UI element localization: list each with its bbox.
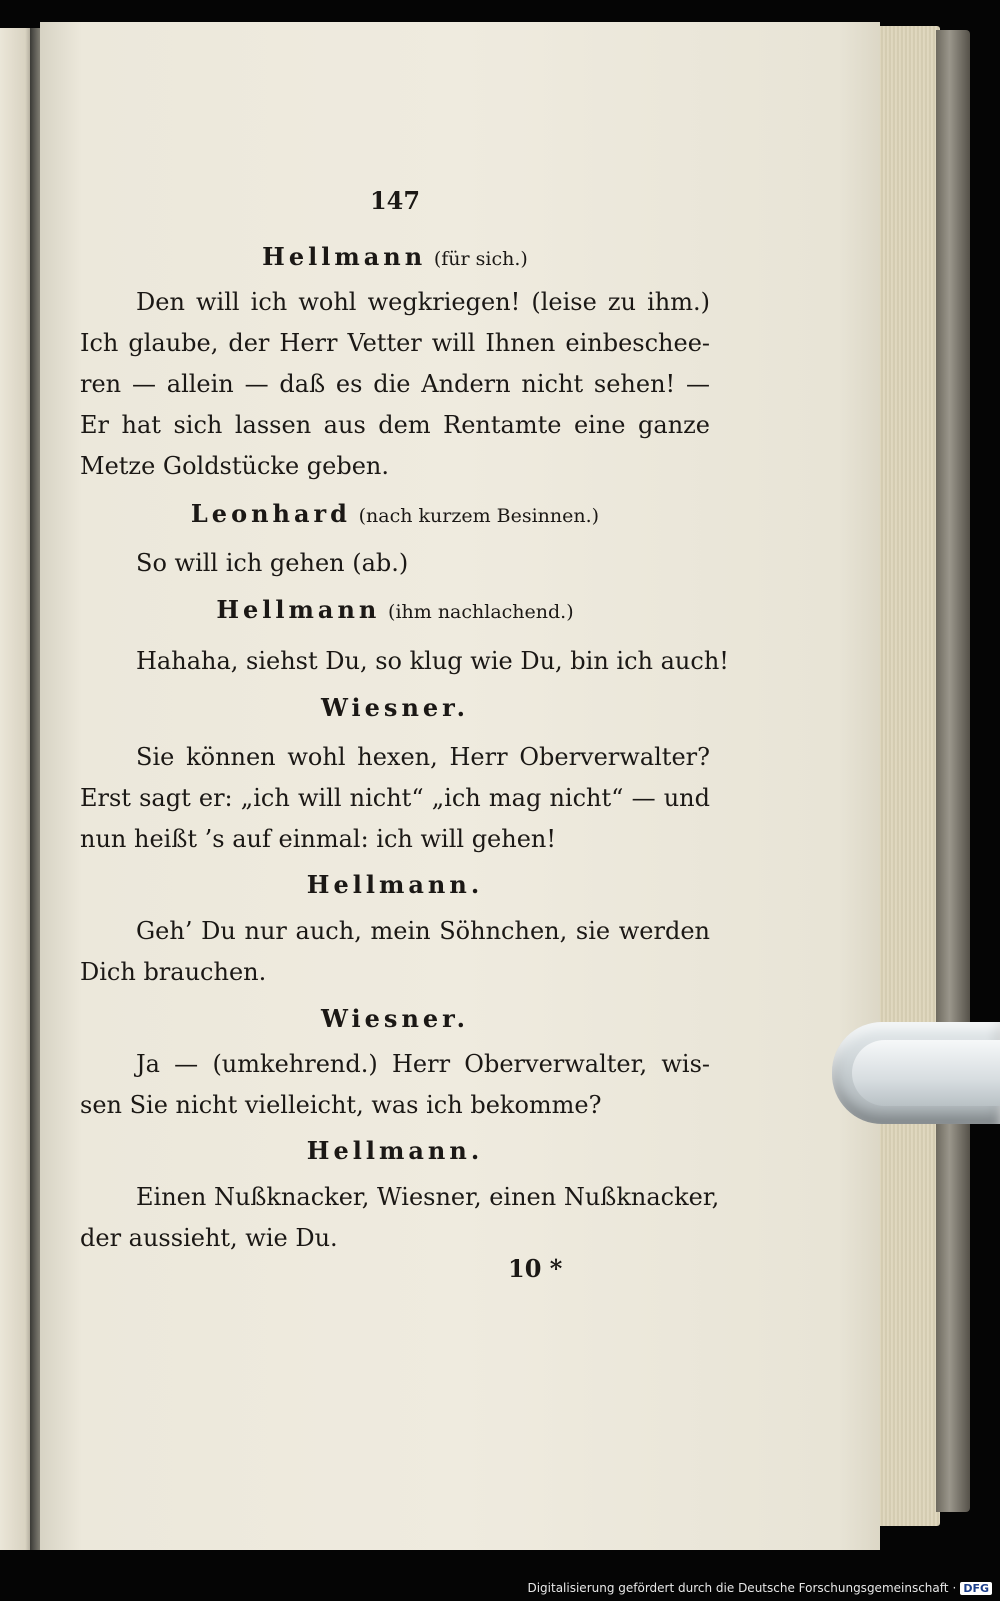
footer-credit: Digitalisierung gefördert durch die Deutsche Forschungsgemeinschaft · DFG [527, 1577, 992, 1599]
text-line: Den will ich wohl wegkriegen! (leise zu ihm.) [136, 288, 710, 316]
text-line: Metze Goldstücke geben. [80, 452, 390, 480]
signature-mark: 10 * [508, 1254, 563, 1283]
page-number: 147 [369, 186, 421, 215]
text-line: Sie können wohl hexen, Herr Oberverwalter? [136, 743, 710, 771]
speaker-line [80, 870, 710, 900]
text-line: Geh’ Du nur auch, mein Söhnchen, sie werden [136, 917, 710, 945]
speaker-name: Hellmann [216, 595, 381, 624]
speaker-line [80, 499, 710, 531]
stage-direction: (für sich.) [433, 248, 528, 270]
stage-direction: (nach kurzem Besinnen.) [358, 505, 600, 527]
speaker-line [80, 1136, 710, 1166]
speaker-line [80, 1004, 710, 1034]
stage-direction: (ihm nachlachend.) [388, 601, 574, 623]
text-line: ren — allein — daß es die Andern nicht sehen! — [80, 370, 710, 398]
book-cover-edge [936, 30, 970, 1512]
text-line: sen Sie nicht vielleicht, was ich bekomme? [80, 1091, 602, 1119]
text-line: Ich glaube, der Herr Vetter will Ihnen einbeschee- [80, 329, 710, 357]
text-line: Dich brauchen. [80, 958, 267, 986]
speaker-line [80, 242, 710, 274]
speaker-line [80, 693, 710, 723]
speaker-name: Hellmann. [306, 870, 484, 899]
footer-credit-text: Digitalisierung gefördert durch die Deutsche Forschungsgemeinschaft [527, 1581, 949, 1595]
speaker-name: Hellmann [262, 242, 427, 271]
text-line: Erst sagt er: „ich will nicht“ „ich mag nicht“ — und [80, 784, 710, 812]
text-line: So will ich gehen (ab.) [136, 549, 409, 577]
text-line: der aussieht, wie Du. [80, 1224, 338, 1252]
speaker-name: Wiesner. [321, 1004, 469, 1033]
speaker-line [80, 595, 710, 627]
speaker-name: Wiesner. [321, 693, 469, 722]
speaker-name: Leonhard [190, 499, 351, 528]
speaker-name: Hellmann. [306, 1136, 484, 1165]
text-line: Hahaha, siehst Du, so klug wie Du, bin ich auch! [136, 647, 729, 675]
dfg-logo: DFG [960, 1582, 992, 1595]
page-clip-highlight [852, 1040, 1000, 1106]
text-line: Ja — (umkehrend.) Herr Oberverwalter, wis- [136, 1050, 710, 1078]
text-line: Einen Nußknacker, Wiesner, einen Nußknacker, [136, 1183, 720, 1211]
page-edges [876, 26, 940, 1526]
text-line: Er hat sich lassen aus dem Rentamte eine ganze [80, 411, 710, 439]
text-line: nun heißt ’s auf einmal: ich will gehen! [80, 825, 557, 853]
